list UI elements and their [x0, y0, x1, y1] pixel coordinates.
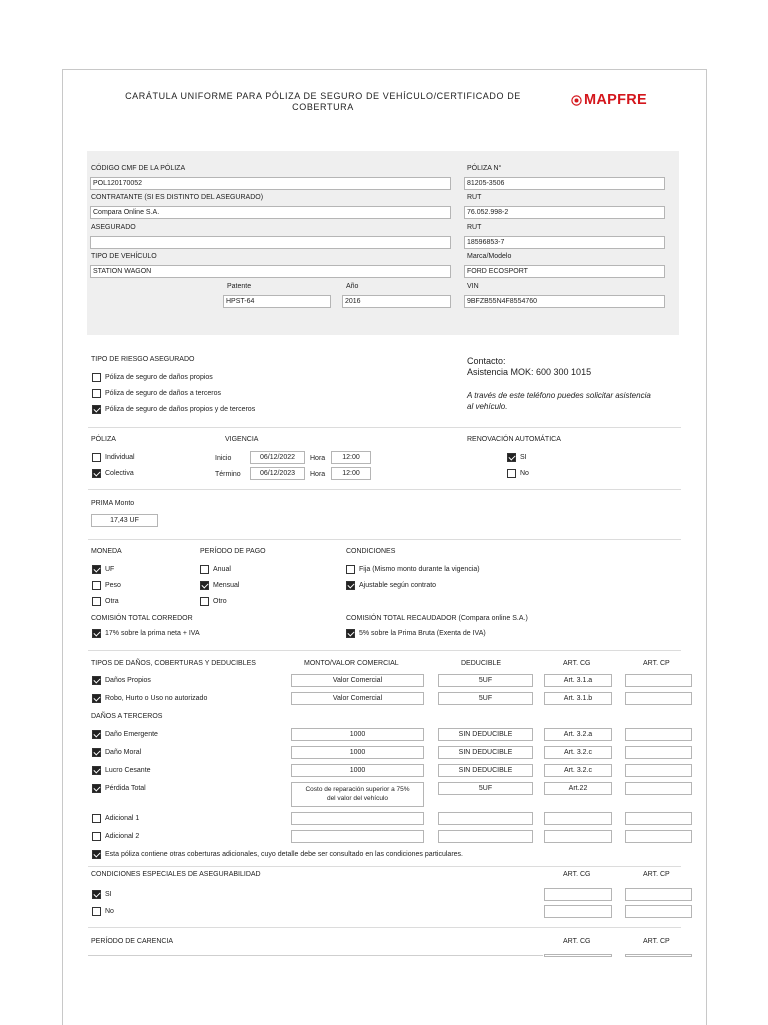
renovacion-no-label: No [520, 470, 529, 477]
dano-moral-deducible[interactable]: SIN DEDUCIBLE [438, 746, 533, 759]
adicional1-checkbox[interactable] [92, 814, 101, 823]
divider [88, 866, 681, 867]
contacto-block [467, 356, 591, 378]
comision-recaudador-value: 5% sobre la Prima Bruta (Exenta de IVA) [359, 630, 486, 637]
danos-propios-label: Daños Propios [105, 677, 151, 684]
divider [88, 427, 681, 428]
lucro-cesante-checkbox[interactable] [92, 766, 101, 775]
perdida-total-cg[interactable]: Art.22 [544, 782, 612, 795]
poliza-number-label: PÓLIZA N° [467, 165, 502, 172]
especiales-no-cg[interactable] [544, 905, 612, 918]
carencia-title: PERÍODO DE CARENCIA [91, 938, 174, 945]
periodo-anual-checkbox[interactable] [200, 565, 209, 574]
vin-label: VIN [467, 283, 479, 290]
riesgo-propios-checkbox[interactable] [92, 373, 101, 382]
individual-checkbox[interactable] [92, 453, 101, 462]
periodo-anual-label: Anual [213, 566, 231, 573]
periodo-otro-checkbox[interactable] [200, 597, 209, 606]
prima-field[interactable]: 17,43 UF [91, 514, 158, 527]
lucro-cesante-monto[interactable]: 1000 [291, 764, 424, 777]
rut-contratante-field[interactable]: 76.052.998-2 [464, 206, 665, 219]
tipo-vehiculo-label: TIPO DE VEHÍCULO [91, 253, 157, 260]
vigencia-title: VIGENCIA [225, 436, 259, 443]
dano-emergente-cg[interactable]: Art. 3.2.a [544, 728, 612, 741]
danos-propios-checkbox[interactable] [92, 676, 101, 685]
rut-contratante-label: RUT [467, 194, 482, 201]
perdida-total-deducible[interactable]: 5UF [438, 782, 533, 795]
moneda-peso-label: Peso [105, 582, 121, 589]
especiales-si-cg[interactable] [544, 888, 612, 901]
adicional2-label: Adicional 2 [105, 833, 140, 840]
carencia-cp-field[interactable] [625, 954, 692, 957]
page-title-line1: CARÁTULA UNIFORME PARA PÓLIZA DE SEGURO DE VEHÍCULO/CERTIFICADO DE [125, 91, 521, 101]
moneda-peso-checkbox[interactable] [92, 581, 101, 590]
moneda-otra-label: Otra [105, 598, 119, 605]
danos-propios-deducible[interactable]: 5UF [438, 674, 533, 687]
danos-propios-cp[interactable] [625, 674, 692, 687]
dano-moral-cg[interactable]: Art. 3.2.c [544, 746, 612, 759]
adicional2-deducible[interactable] [438, 830, 533, 843]
poliza-number-field[interactable]: 81205-3506 [464, 177, 665, 190]
condicion-ajustable-label: Ajustable según contrato [359, 582, 437, 589]
adicional2-checkbox[interactable] [92, 832, 101, 841]
contacto-note-line1: A través de este teléfono puedes solicitar asistencia [467, 391, 651, 400]
tipo-vehiculo-field[interactable]: STATION WAGON [90, 265, 451, 278]
perdida-total-checkbox[interactable] [92, 784, 101, 793]
anio-label: Año [346, 283, 359, 290]
vin-field[interactable]: 9BFZB55N4F8554760 [464, 295, 665, 308]
robo-checkbox[interactable] [92, 694, 101, 703]
rut-asegurado-label: RUT [467, 224, 482, 231]
colectiva-label: Colectiva [105, 470, 134, 477]
dano-moral-label: Daño Moral [105, 749, 142, 756]
colectiva-checkbox[interactable] [92, 469, 101, 478]
mapfre-emblem-icon [571, 95, 582, 106]
dano-emergente-label: Daño Emergente [105, 731, 158, 738]
renovacion-si-checkbox[interactable] [507, 453, 516, 462]
danos-terceros-title: DAÑOS A TERCEROS [91, 713, 163, 720]
divider [88, 539, 681, 540]
especiales-si-checkbox[interactable] [92, 890, 101, 899]
carencia-line [88, 955, 543, 956]
hora-inicio-field[interactable]: 12:00 [331, 451, 371, 464]
adicional2-cp[interactable] [625, 830, 692, 843]
hora-inicio-label: Hora [310, 455, 326, 462]
renovacion-title: RENOVACIÓN AUTOMÁTICA [467, 436, 561, 443]
prima-title: PRIMA Monto [91, 500, 135, 507]
especiales-no-checkbox[interactable] [92, 907, 101, 916]
condicion-ajustable-checkbox[interactable] [346, 581, 355, 590]
contratante-label: CONTRATANTE (SI ES DISTINTO DEL ASEGURADO) [91, 194, 264, 201]
dano-moral-cp[interactable] [625, 746, 692, 759]
adicional1-monto[interactable] [291, 812, 424, 825]
dano-emergente-deducible[interactable]: SIN DEDUCIBLE [438, 728, 533, 741]
especiales-title: CONDICIONES ESPECIALES DE ASEGURABILIDAD [91, 871, 261, 878]
perdida-total-monto-line1: Costo de reparación superior a 75% [305, 786, 410, 793]
codigo-label: CÓDIGO CMF DE LA PÓLIZA [91, 165, 186, 172]
danos-propios-cg[interactable]: Art. 3.1.a [544, 674, 612, 687]
carencia-cg-header: ART. CG [563, 938, 591, 945]
otras-coberturas-note: Esta póliza contiene otras coberturas adicionales, cuyo detalle debe ser consultado en las condiciones particulares. [105, 851, 463, 858]
carencia-cp-header: ART. CP [643, 938, 670, 945]
dano-emergente-checkbox[interactable] [92, 730, 101, 739]
coberturas-title: TIPOS DE DAÑOS, COBERTURAS Y DEDUCIBLES [91, 660, 256, 667]
divider [88, 489, 681, 490]
page-title-line2: COBERTURA [292, 102, 354, 112]
hora-termino-label: Hora [310, 471, 326, 478]
moneda-uf-checkbox[interactable] [92, 565, 101, 574]
adicional1-label: Adicional 1 [105, 815, 140, 822]
divider [88, 927, 681, 928]
especiales-si-cp[interactable] [625, 888, 692, 901]
riesgo-ambos-label: Póliza de seguro de daños propios y de terceros [105, 406, 256, 413]
robo-cp[interactable] [625, 692, 692, 705]
poliza-tipo-title: PÓLIZA [91, 436, 116, 443]
patente-field[interactable]: HPST-64 [223, 295, 331, 308]
dano-moral-monto[interactable]: 1000 [291, 746, 424, 759]
periodo-mensual-label: Mensual [213, 582, 240, 589]
condicion-fija-checkbox[interactable] [346, 565, 355, 574]
hora-termino-field[interactable]: 12:00 [331, 467, 371, 480]
robo-cg[interactable]: Art. 3.1.b [544, 692, 612, 705]
especiales-no-cp[interactable] [625, 905, 692, 918]
dano-emergente-monto[interactable]: 1000 [291, 728, 424, 741]
riesgo-title: TIPO DE RIESGO ASEGURADO [91, 356, 195, 363]
comision-corredor-title: COMISIÓN TOTAL CORREDOR [91, 615, 193, 622]
individual-label: Individual [105, 454, 135, 461]
lucro-cesante-label: Lucro Cesante [105, 767, 151, 774]
mapfre-logo-text: MAPFRE [584, 92, 648, 108]
asegurado-label: ASEGURADO [91, 224, 136, 231]
danos-propios-monto[interactable]: Valor Comercial [291, 674, 424, 687]
anio-field[interactable]: 2016 [342, 295, 451, 308]
adicional1-cp[interactable] [625, 812, 692, 825]
termino-date-field[interactable]: 06/12/2023 [250, 467, 305, 480]
riesgo-terceros-checkbox[interactable] [92, 389, 101, 398]
periodo-mensual-checkbox[interactable] [200, 581, 209, 590]
lucro-cesante-deducible[interactable]: SIN DEDUCIBLE [438, 764, 533, 777]
condiciones-title: CONDICIONES [346, 548, 396, 555]
especiales-cg-header: ART. CG [563, 871, 591, 878]
inicio-date-field[interactable]: 06/12/2022 [250, 451, 305, 464]
carencia-cg-field[interactable] [544, 954, 612, 957]
inicio-label: Inicio [215, 455, 232, 462]
contacto-note [467, 390, 651, 412]
moneda-otra-checkbox[interactable] [92, 597, 101, 606]
contratante-field[interactable]: Compara Online S.A. [90, 206, 451, 219]
moneda-title: MONEDA [91, 548, 122, 555]
col-monto-header: MONTO/VALOR COMERCIAL [304, 660, 399, 667]
adicional2-cg[interactable] [544, 830, 612, 843]
especiales-si-label: SI [105, 891, 112, 898]
divider [88, 650, 681, 651]
marca-modelo-field[interactable]: FORD ECOSPORT [464, 265, 665, 278]
riesgo-propios-label: Póliza de seguro de daños propios [105, 374, 213, 381]
perdida-total-cp[interactable] [625, 782, 692, 795]
robo-monto[interactable]: Valor Comercial [291, 692, 424, 705]
lucro-cesante-cg[interactable]: Art. 3.2.c [544, 764, 612, 777]
page-title [103, 91, 543, 113]
renovacion-no-checkbox[interactable] [507, 469, 516, 478]
perdida-total-label: Pérdida Total [105, 785, 146, 792]
perdida-total-monto-line2: del valor del vehículo [326, 795, 389, 802]
dano-emergente-cp[interactable] [625, 728, 692, 741]
perdida-total-monto[interactable] [291, 782, 424, 807]
codigo-field[interactable]: POL120170052 [90, 177, 451, 190]
lucro-cesante-cp[interactable] [625, 764, 692, 777]
riesgo-terceros-label: Póliza de seguro de daños a terceros [105, 390, 221, 397]
contacto-note-line2: al vehículo. [467, 402, 508, 411]
comision-recaudador-title: COMISIÓN TOTAL RECAUDADOR (Compara online S.A.) [346, 615, 528, 622]
renovacion-si-label: SI [520, 454, 527, 461]
periodo-title: PERÍODO DE PAGO [200, 548, 266, 555]
col-deducible-header: DEDUCIBLE [461, 660, 502, 667]
contacto-phone: Asistencia MOK: 600 300 1015 [467, 367, 592, 377]
col-cg-header: ART. CG [563, 660, 591, 667]
col-cp-header: ART. CP [643, 660, 670, 667]
termino-label: Término [215, 471, 241, 478]
robo-deducible[interactable]: 5UF [438, 692, 533, 705]
riesgo-ambos-checkbox[interactable] [92, 405, 101, 414]
otras-coberturas-checkbox[interactable] [92, 850, 101, 859]
adicional1-deducible[interactable] [438, 812, 533, 825]
condicion-fija-label: Fija (Mismo monto durante la vigencia) [359, 566, 480, 573]
contacto-label: Contacto: [467, 356, 506, 366]
asegurado-field[interactable] [90, 236, 451, 249]
patente-label: Patente [227, 283, 252, 290]
rut-asegurado-field[interactable]: 18596853-7 [464, 236, 665, 249]
marca-modelo-label: Marca/Modelo [467, 253, 512, 260]
comision-corredor-checkbox[interactable] [92, 629, 101, 638]
adicional1-cg[interactable] [544, 812, 612, 825]
comision-corredor-value: 17% sobre la prima neta + IVA [105, 630, 200, 637]
moneda-uf-label: UF [105, 566, 115, 573]
periodo-otro-label: Otro [213, 598, 227, 605]
dano-moral-checkbox[interactable] [92, 748, 101, 757]
especiales-no-label: No [105, 908, 114, 915]
adicional2-monto[interactable] [291, 830, 424, 843]
especiales-cp-header: ART. CP [643, 871, 670, 878]
comision-recaudador-checkbox[interactable] [346, 629, 355, 638]
document-page [62, 69, 707, 1025]
robo-label: Robo, Hurto o Uso no autorizado [105, 695, 208, 702]
